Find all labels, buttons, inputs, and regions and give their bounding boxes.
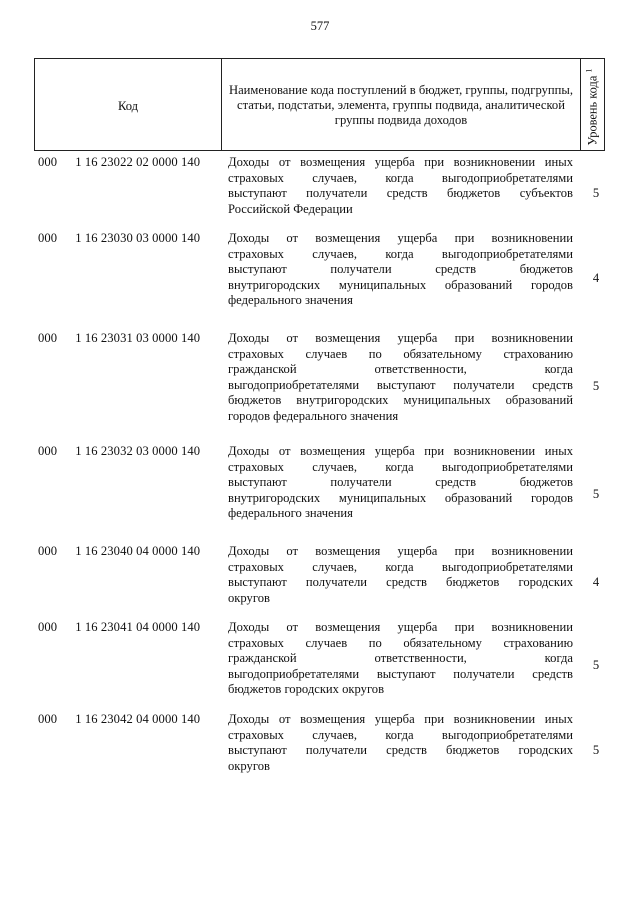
header-level-text: Уровень кода: [585, 75, 600, 146]
row-description-line: выступают получатели средств бюджетов: [228, 262, 573, 276]
header-level-footnote: 1: [584, 68, 594, 73]
row-code: [38, 712, 200, 727]
row-description-line: Доходы от возмещения ущерба при возникновении: [228, 620, 573, 634]
row-description: [228, 712, 573, 774]
row-admin-code: 000: [38, 231, 58, 245]
row-description: [228, 544, 573, 606]
row-description-line: выгодоприобретателями выступают получатели средств: [228, 666, 573, 681]
header-code-cell: [35, 59, 222, 150]
row-description-line: страховых случаев, когда выгодоприобретателями: [228, 727, 573, 742]
row-description-line: страховых случаев, когда выгодоприобретателями: [228, 246, 573, 261]
header-name-cell: [222, 59, 581, 150]
row-description-line: федерального значения: [228, 293, 353, 307]
row-description-line: Российской Федерации: [228, 201, 353, 216]
row-description-line: бюджетов внутригородских муниципальных образований: [228, 393, 573, 407]
row-admin-code: 000: [38, 544, 58, 558]
row-admin-code: 000: [38, 155, 58, 169]
row-description-line: городов федерального значения: [228, 408, 399, 423]
page-number: 577: [310, 19, 330, 33]
row-description-line: Доходы от возмещения ущерба при возникновении: [228, 331, 573, 345]
row-description: [228, 444, 573, 522]
row-level: 5: [592, 186, 600, 200]
row-description-line: выступают получатели средств бюджетов субъектов: [228, 186, 573, 200]
row-description-line: выступают получатели средств бюджетов: [228, 475, 573, 489]
row-level: 4: [592, 575, 600, 589]
row-description-line: гражданской ответственности, когда: [228, 362, 573, 376]
row-level: 5: [592, 743, 600, 757]
row-description: [228, 155, 573, 217]
row-description-line: Доходы от возмещения ущерба при возникновении иных: [228, 712, 573, 726]
row-budget-code: 1 16 23042 04 0000 140: [75, 712, 201, 726]
row-description-line: федерального значения: [228, 506, 353, 520]
row-description: [228, 331, 573, 424]
header-level-cell: [581, 59, 605, 150]
row-description: [228, 231, 573, 309]
row-level: 5: [592, 658, 600, 672]
row-code: [38, 155, 200, 170]
row-level: 5: [592, 379, 600, 393]
header-name-label: Наименование кода поступлений в бюджет, группы, подгруппы, статьи, подстатьи, элемента, группы подвида, аналитической группы подвида доходов: [229, 83, 573, 127]
row-code: [38, 231, 200, 246]
row-admin-code: 000: [38, 712, 58, 726]
row-description-line: бюджетов городских округов: [228, 682, 385, 696]
header-level-label: [586, 69, 601, 146]
row-description-line: Доходы от возмещения ущерба при возникновении иных: [228, 155, 573, 169]
row-description-line: Доходы от возмещения ущерба при возникновении иных: [228, 444, 573, 458]
row-description-line: выгодоприобретателями выступают получатели средств: [228, 377, 573, 392]
row-code: [38, 331, 200, 346]
row-description-line: страховых случаев, когда выгодоприобретателями: [228, 170, 573, 185]
row-admin-code: 000: [38, 331, 58, 345]
row-code: [38, 620, 200, 635]
row-code: [38, 544, 200, 559]
row-description-line: страховых случаев, когда выгодоприобретателями: [228, 559, 573, 574]
row-budget-code: 1 16 23032 03 0000 140: [75, 444, 201, 458]
row-budget-code: 1 16 23040 04 0000 140: [75, 544, 201, 558]
row-budget-code: 1 16 23022 02 0000 140: [75, 155, 201, 169]
row-description-line: Доходы от возмещения ущерба при возникновении: [228, 231, 573, 245]
header-code-label: Код: [117, 99, 139, 113]
row-description-line: внутригородских муниципальных образований городов: [228, 277, 573, 292]
row-description-line: выступают получатели средств бюджетов городских: [228, 575, 573, 589]
row-code: [38, 444, 200, 459]
row-description-line: внутригородских муниципальных образований городов: [228, 490, 573, 505]
row-description-line: округов: [228, 590, 270, 605]
table-header: [34, 58, 605, 151]
row-level: 5: [592, 487, 600, 501]
row-admin-code: 000: [38, 620, 58, 634]
row-budget-code: 1 16 23030 03 0000 140: [75, 231, 201, 245]
row-level: 4: [592, 271, 600, 285]
row-description-line: выступают получатели средств бюджетов городских: [228, 743, 573, 757]
row-admin-code: 000: [38, 444, 58, 458]
row-description-line: гражданской ответственности, когда: [228, 651, 573, 665]
row-description-line: страховых случаев по обязательному страхованию: [228, 346, 573, 361]
row-budget-code: 1 16 23031 03 0000 140: [75, 331, 201, 345]
row-description: [228, 620, 573, 698]
row-description-line: округов: [228, 758, 270, 773]
row-description-line: страховых случаев, когда выгодоприобретателями: [228, 459, 573, 474]
row-description-line: страховых случаев по обязательному страхованию: [228, 635, 573, 650]
row-budget-code: 1 16 23041 04 0000 140: [75, 620, 201, 634]
row-description-line: Доходы от возмещения ущерба при возникновении: [228, 544, 573, 558]
